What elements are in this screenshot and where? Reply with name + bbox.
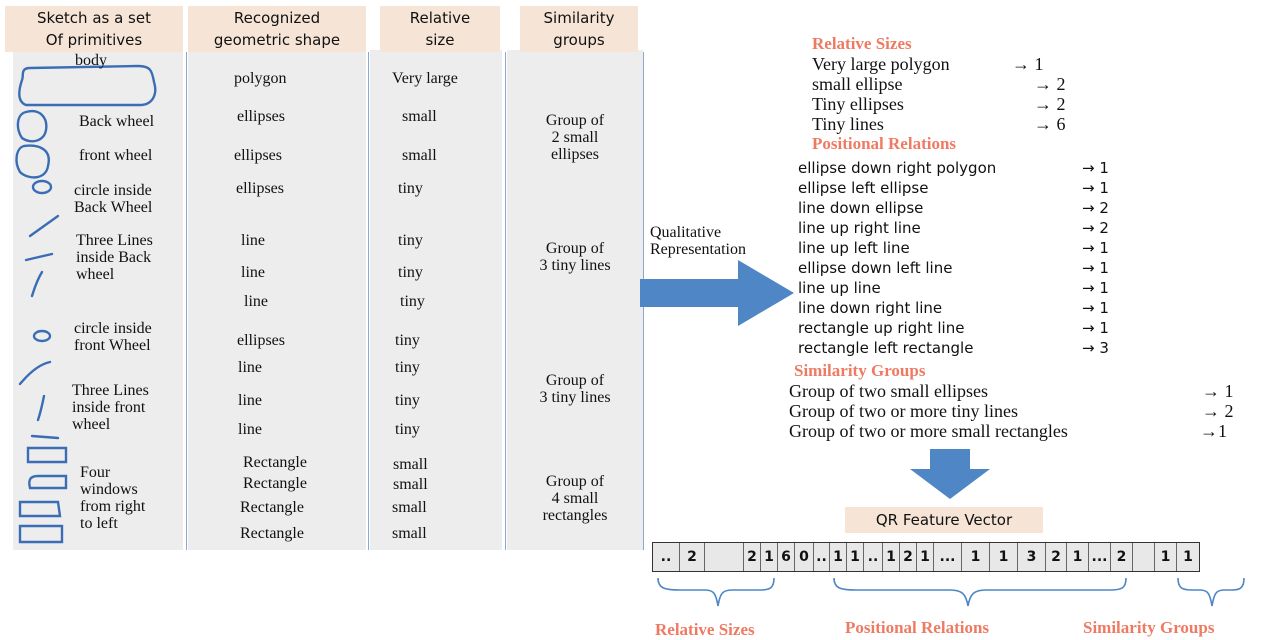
shape-cell: Rectangle: [240, 499, 304, 516]
primitive-label: front wheel: [79, 147, 153, 164]
similarity-value: → 1: [1202, 381, 1234, 401]
circle-back-sketch: [33, 181, 51, 193]
vector-cell: ...: [1089, 543, 1111, 571]
size-cell: tiny: [400, 293, 425, 310]
similarity-item: Group of two small ellipses: [789, 381, 988, 401]
shape-cell: Rectangle: [243, 475, 307, 492]
shape-cell: polygon: [234, 70, 287, 87]
size-cell: tiny: [395, 392, 420, 409]
vector-cell: 3: [1018, 543, 1046, 571]
relative-size-item: Very large polygon: [812, 54, 950, 74]
group-cell: Group of 3 tiny lines: [539, 372, 611, 406]
relative-size-value: → 6: [1034, 114, 1066, 134]
shape-cell: line: [244, 293, 268, 310]
line-sketch: [30, 216, 58, 236]
relation-value: → 1: [1082, 259, 1109, 277]
primitive-label: body: [75, 52, 107, 69]
window-sketch: [29, 476, 66, 488]
divider: [186, 52, 187, 550]
size-cell: small: [402, 147, 437, 164]
size-cell: tiny: [398, 180, 423, 197]
similarity-groups-title: Similarity Groups: [794, 361, 926, 380]
size-cell: small: [392, 499, 427, 516]
relation-item: line down right line: [798, 299, 943, 317]
relative-size-value: → 2: [1034, 94, 1066, 114]
relation-item: ellipse down right polygon: [798, 159, 997, 177]
circle-front-sketch: [34, 331, 50, 341]
primitive-label: Four windows from right to left: [80, 464, 146, 532]
vector-cell: [705, 543, 744, 571]
header-size: Relative size: [380, 6, 500, 52]
vector-cell: 2: [1046, 543, 1067, 571]
relation-value: → 1: [1082, 319, 1109, 337]
relation-value: → 2: [1082, 219, 1109, 237]
brace-relative-sizes: [658, 578, 774, 606]
vector-cell: 2: [680, 543, 705, 571]
relative-size-item: Tiny lines: [812, 114, 884, 134]
down-arrow-icon: [908, 447, 992, 501]
vector-cell: 1: [990, 543, 1018, 571]
vector-cell: ..: [814, 543, 830, 571]
vector-cell: ..: [864, 543, 883, 571]
relation-item: line up right line: [798, 219, 921, 237]
size-cell: small: [402, 108, 437, 125]
shape-cell: line: [241, 264, 265, 281]
positional-relations-title: Positional Relations: [812, 134, 957, 153]
shape-cell: line: [238, 421, 262, 438]
similarity-item: Group of two or more small rectangles: [789, 421, 1068, 441]
primitive-label: Three Lines inside Back wheel: [76, 232, 153, 283]
primitive-label: Three Lines inside front wheel: [72, 382, 149, 433]
group-cell: Group of 3 tiny lines: [539, 240, 611, 274]
size-cell: Very large: [392, 70, 458, 87]
similarity-item: Group of two or more tiny lines: [789, 401, 1018, 421]
primitive-label: circle inside front Wheel: [74, 320, 152, 354]
window-sketch: [20, 526, 62, 542]
group-cell: Group of 2 small ellipses: [545, 112, 605, 163]
brace-label-positional-relations: Positional Relations: [845, 618, 990, 637]
shape-cell: ellipses: [236, 180, 284, 197]
body-sketch: [19, 66, 155, 105]
relation-item: rectangle up right line: [798, 319, 965, 337]
vector-cell: 1: [917, 543, 934, 571]
back-wheel-sketch: [18, 111, 46, 141]
window-sketch: [20, 502, 60, 516]
vector-cell: 1: [883, 543, 900, 571]
header-shape: Recognized geometric shape: [188, 6, 366, 52]
shape-cell: Rectangle: [243, 454, 307, 471]
group-cell: Group of 4 small rectangles: [542, 473, 608, 524]
qr-feature-vector: [652, 542, 1200, 572]
qr-title: QR Feature Vector: [845, 507, 1043, 533]
line-sketch: [38, 396, 44, 420]
relation-value: → 1: [1082, 279, 1109, 297]
header-groups: Similarity groups: [520, 6, 638, 52]
relation-value: → 1: [1082, 159, 1109, 177]
shape-cell: line: [238, 359, 262, 376]
qualitative-label: Qualitative Representation: [650, 224, 746, 258]
size-cell: tiny: [395, 359, 420, 376]
vector-cell: 1: [962, 543, 990, 571]
line-sketch: [20, 362, 50, 384]
shape-cell: Rectangle: [240, 525, 304, 542]
vector-cell: 1: [1177, 543, 1199, 571]
vector-cell: ..: [653, 543, 680, 571]
divider: [505, 52, 506, 550]
vector-cell: 1: [847, 543, 864, 571]
relation-value: → 1: [1082, 239, 1109, 257]
vector-cell: 1: [1067, 543, 1089, 571]
shape-cell: line: [238, 392, 262, 409]
divider: [368, 52, 369, 550]
brace-similarity-groups: [1178, 578, 1244, 606]
vector-cell: 1: [1155, 543, 1177, 571]
header-primitives: Sketch as a set Of primitives: [5, 6, 183, 52]
shape-cell: ellipses: [237, 332, 285, 349]
front-wheel-sketch: [17, 146, 49, 178]
size-cell: small: [393, 456, 428, 473]
vector-cell: 1: [761, 543, 778, 571]
window-sketch: [28, 448, 66, 462]
primitive-label: circle inside Back Wheel: [74, 182, 153, 216]
vector-braces: [650, 576, 1250, 616]
relation-item: line down ellipse: [798, 199, 924, 217]
vector-cell: 2: [1111, 543, 1133, 571]
size-cell: small: [393, 476, 428, 493]
relative-size-value: → 2: [1034, 74, 1066, 94]
similarity-value: →1: [1200, 421, 1227, 441]
line-sketch: [32, 436, 58, 438]
relation-item: line up line: [798, 279, 881, 297]
relation-item: ellipse left ellipse: [798, 179, 929, 197]
primitive-label: Back wheel: [79, 113, 155, 130]
vector-cell: 1: [830, 543, 847, 571]
relative-size-item: small ellipse: [812, 74, 903, 94]
relation-item: ellipse down left line: [798, 259, 953, 277]
similarity-value: → 2: [1202, 401, 1234, 421]
shape-cell: line: [241, 232, 265, 249]
relation-value: → 3: [1082, 339, 1109, 357]
size-cell: tiny: [398, 264, 423, 281]
vector-cell: 6: [778, 543, 795, 571]
vector-cell: 2: [900, 543, 917, 571]
shape-cell: ellipses: [234, 147, 282, 164]
size-cell: small: [392, 525, 427, 542]
vector-cell: ...: [934, 543, 962, 571]
relation-value: → 1: [1082, 179, 1109, 197]
shape-cell: ellipses: [237, 108, 285, 125]
size-cell: tiny: [395, 332, 420, 349]
vector-cell: 0: [795, 543, 814, 571]
right-arrow-icon: [638, 258, 798, 328]
relation-value: → 2: [1082, 199, 1109, 217]
size-cell: tiny: [398, 232, 423, 249]
vector-cell: 2: [744, 543, 761, 571]
brace-label-relative-sizes: Relative Sizes: [655, 620, 755, 639]
brace-positional-relations: [834, 578, 1126, 606]
relation-value: → 1: [1082, 299, 1109, 317]
relation-item: line up left line: [798, 239, 910, 257]
size-cell: tiny: [395, 421, 420, 438]
relation-item: rectangle left rectangle: [798, 339, 974, 357]
relative-size-value: → 1: [1012, 54, 1044, 74]
relative-sizes-title: Relative Sizes: [812, 34, 912, 53]
line-sketch: [32, 272, 42, 296]
relative-size-item: Tiny ellipses: [812, 94, 904, 114]
brace-label-similarity-groups: Similarity Groups: [1083, 618, 1215, 637]
line-sketch: [26, 254, 52, 260]
vector-cell: [1133, 543, 1155, 571]
